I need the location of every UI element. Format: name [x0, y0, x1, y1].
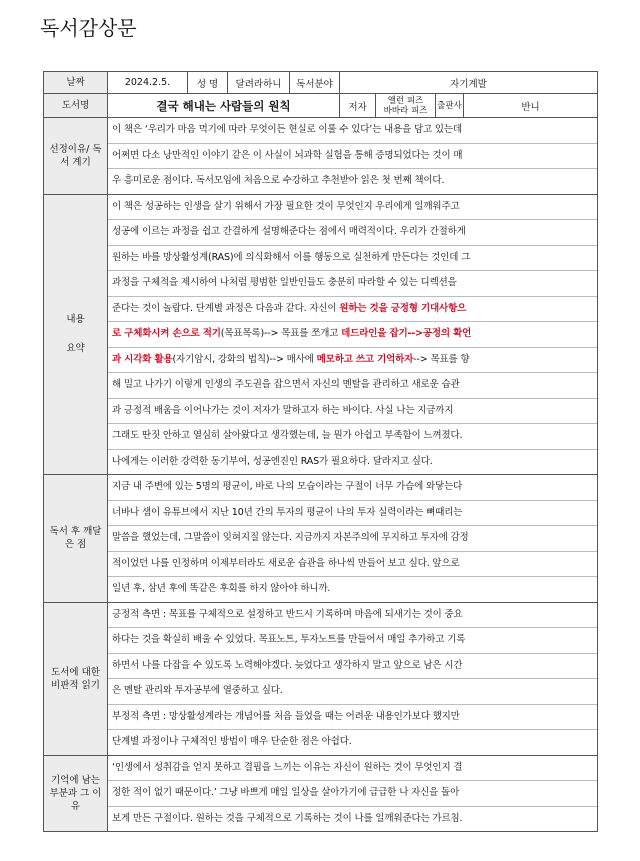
memorable-row: [44, 755, 598, 832]
reason-line: 어쩌면 다소 낭만적인 이야기 같은 이 사실이 뇌과학 실험을 통해 증명되었다는 것이 매: [108, 144, 597, 170]
publisher-value: 반니: [464, 94, 598, 118]
critique-line: 부정적 측면 : 망상활성계라는 개념어를 처음 들었을 때는 어려운 내용인가보다 했지만: [108, 705, 597, 731]
field-label: 독서분야: [290, 72, 340, 94]
summary-highlight: 과 시각화 활용: [112, 353, 173, 365]
author-name-1: 앨런 피즈: [387, 95, 424, 106]
summary-label-line-1: 내용: [66, 314, 85, 326]
publisher-label: 출판사: [436, 94, 464, 118]
summary-line: [108, 348, 597, 374]
critique-line: 긍정적 측면 : 목표를 구체적으로 설정하고 반드시 기록하며 마음에 되새기는 것이 중요: [108, 603, 597, 629]
name-label: 성 명: [188, 72, 228, 94]
memorable-line: ‘인생에서 성취감을 얻지 못하고 결핍을 느끼는 이유는 자신이 원하는 것이 무엇인지 결: [108, 756, 597, 782]
book-title-label: 도서명: [44, 94, 108, 118]
summary-highlight: 원하는 것을 긍정형 기대사항으: [339, 302, 467, 314]
header-row-2: [44, 94, 598, 118]
summary-highlight: 메모하고 쓰고 기억하자: [316, 353, 414, 365]
realization-line: 지금 내 주변에 있는 5명의 평균이, 바로 나의 모습이라는 구절이 너무 가슴에 와닿는다: [108, 475, 597, 501]
summary-line: [108, 322, 597, 348]
realization-body: [108, 475, 598, 603]
reason-row: [44, 118, 598, 195]
author-label: 저자: [340, 94, 376, 118]
field-value: 자기계발: [340, 72, 598, 94]
summary-text: --> 목표를 향: [413, 353, 470, 365]
summary-highlight: 데드라인을 잡기-->공정의 확언: [341, 328, 472, 339]
memorable-line: 정한 적이 없기 때문이다.’ 그냥 바쁘게 매일 일상을 살아가기에 급급한 나 자신을 돌아: [108, 781, 597, 807]
summary-body: [108, 194, 598, 475]
name-value: 달려라하니: [228, 72, 290, 94]
book-title: 결국 해내는 사람들의 원칙: [108, 94, 340, 118]
critique-body: [108, 602, 598, 755]
realization-line: 적이었던 나를 인정하며 이제부터라도 새로운 습관을 하나씩 만들어 보고 싶다. 앞으로: [108, 552, 597, 578]
summary-line: [108, 297, 597, 323]
header-row-1: [44, 72, 598, 94]
summary-row: [44, 194, 598, 475]
critique-line: 하면서 나를 다잡을 수 있도록 노력해야겠다. 늦었다고 생각하지 말고 앞으로 남은 시간: [108, 654, 597, 680]
page-title: 독서감상문: [40, 16, 137, 40]
reason-line: 우 흥미로운 점이다. 독서모임에 처음으로 수강하고 추천받아 읽은 첫 번째 책이다.: [112, 175, 445, 186]
summary-label: [44, 194, 108, 475]
summary-text: (목표목록)--> 목표를 쪼개고: [220, 328, 342, 339]
realization-line: 말씀을 했었는데, 그말씀이 잊혀지질 않는다. 지금까지 자본주의에 무지하고 투자에 감정: [108, 526, 597, 552]
summary-line: 그래도 딴짓 안하고 열심히 살아왔다고 생각했는데, 늘 뭔가 아쉽고 부족함이 느껴졌다.: [108, 424, 597, 450]
critique-line: 단계별 과정이나 구체적인 방법이 매우 단순한 점은 아쉽다.: [112, 736, 352, 747]
reason-line: 이 책은 ‘우리가 마음 먹기에 따라 무엇이든 현실로 이룰 수 있다’는 내용을 담고 있는데: [108, 118, 597, 144]
summary-text: 준다는 것이 놀랍다. 단계별 과정은 다음과 같다. 자신이: [112, 302, 340, 314]
summary-label-line-2: 요약: [66, 343, 85, 355]
summary-highlight: 로 구체화시켜 손으로 적기: [112, 328, 221, 339]
reason-label: 선정이유/ 독서 계기: [44, 118, 108, 195]
reason-body: [108, 118, 598, 195]
summary-line: 이 책은 성공하는 인생을 살기 위해서 가장 필요한 것이 무엇인지 우리에게 일깨워주고: [108, 195, 597, 221]
summary-line: 원하는 바를 망상활성계(RAS)에 의식화해서 이를 행동으로 실천하게 만든다는 것인데 그: [108, 246, 597, 272]
realization-line: 일년 후, 삼년 후에 똑같은 후회를 하지 않아야 하니까.: [112, 583, 331, 594]
book-report-form: [43, 71, 598, 832]
summary-line: 성공에 이르는 과정을 쉽고 간결하게 설명해준다는 점에서 매력적이다. 우리가 간절하게: [108, 220, 597, 246]
realization-label: 독서 후 깨달은 점: [44, 475, 108, 603]
date-label: 날짜: [44, 72, 108, 94]
date-value: 2024.2.5.: [108, 72, 188, 94]
summary-line: 해 밀고 나가기 이렇게 인생의 주도권을 잡으면서 자신의 멘탈을 관리하고 새로운 습관: [108, 373, 597, 399]
author-name-2: 바바라 피즈: [383, 105, 428, 116]
critique-label: 도서에 대한 비판적 읽기: [44, 602, 108, 755]
memorable-line: 보게 만든 구절이다. 원하는 것을 구체적으로 기록하는 것이 나를 일깨워준다는 가르침.: [112, 812, 463, 824]
critique-row: [44, 602, 598, 755]
critique-line: 은 멘탈 관리와 투자공부에 열중하고 싶다.: [108, 679, 597, 705]
author-value: [376, 94, 436, 118]
summary-line: 과정을 구체적을 제시하여 나처럼 평범한 일반인들도 충분히 따라할 수 있는 디렉션을: [108, 271, 597, 297]
critique-line: 하다는 것을 확실히 배울 수 있었다. 목표노트, 투자노트를 만들어서 매일 추가하고 기록: [108, 628, 597, 654]
summary-line: 나에게는 이러한 강력한 동기부여, 성공엔진인 RAS가 필요하다. 달라지고 싶다.: [112, 455, 433, 467]
summary-text: (자기암시, 강화의 법칙)--> 매사에: [172, 353, 317, 365]
realization-row: [44, 475, 598, 603]
memorable-body: [108, 755, 598, 832]
realization-line: 너바나 샘이 유튜브에서 지난 10년 간의 투자의 평균이 나의 투자 실력이라는 뼈때리는: [108, 501, 597, 527]
summary-line: 과 긍정적 배움을 이어나가는 것이 저자가 말하고자 하는 바이다. 사실 나는 지금까지: [108, 399, 597, 425]
memorable-label: 기억에 남는 부분과 그 이유: [44, 755, 108, 832]
